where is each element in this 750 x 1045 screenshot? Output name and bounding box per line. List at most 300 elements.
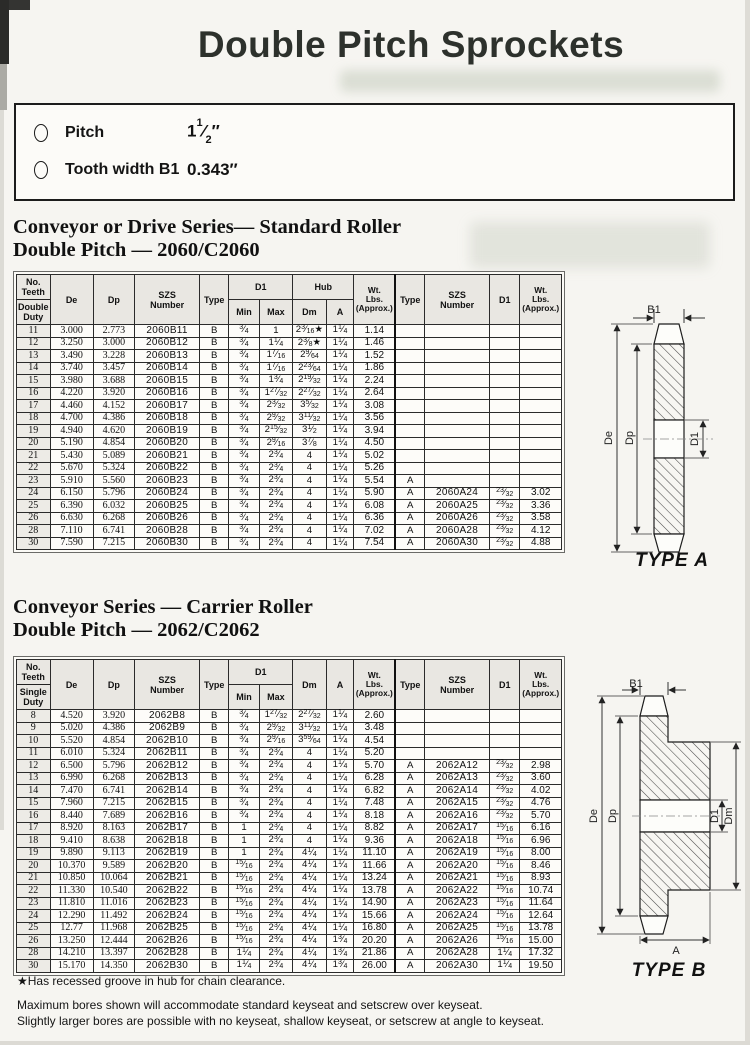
cell: 11.10 [354,847,396,860]
cell: $^3⁄_4$ [229,387,259,400]
cell: $4^1⁄_4$ [293,922,327,935]
cell: B [200,747,229,760]
cell: 3.02 [520,487,562,500]
cell: 2062B19 [135,847,200,860]
cell: B [200,910,229,923]
cell: 16.80 [354,922,396,935]
cell [395,400,424,413]
table-row [17,412,562,425]
cell [490,437,520,450]
cell: 9.410 [50,835,93,848]
cell: $1^1⁄_4$ [326,722,354,735]
table-row [17,512,562,525]
cell: 15 [17,375,51,388]
cell: 14 [17,362,51,375]
cell: 4 [293,822,327,835]
cell [425,722,490,735]
cell: $1^1⁄_4$ [229,947,259,960]
cell: 24 [17,910,51,923]
cell: 6.268 [93,772,135,785]
col-header-d1-group: D1 [229,660,293,685]
cell: 5.20 [354,747,396,760]
cell: 11 [17,325,51,338]
scan-edge-artifact [0,1041,750,1045]
cell: $1^1⁄_4$ [326,810,354,823]
cell: 11.810 [50,897,93,910]
cell: 10.370 [50,860,93,873]
cell: $^{23}⁄_{32}$ [490,760,520,773]
cell: $2^{19}⁄_{32}$ [293,375,327,388]
table-row [17,500,562,513]
cell: 22 [17,462,51,475]
cell [490,387,520,400]
cell: $^{23}⁄_{32}$ [490,512,520,525]
cell: 2060A24 [425,487,490,500]
cell: $^{23}⁄_{32}$ [490,537,520,550]
cell: $^{23}⁄_{32}$ [490,810,520,823]
cell: $1^1⁄_4$ [490,960,520,973]
cell [395,425,424,438]
table-row [17,350,562,363]
cell: 14 [17,785,51,798]
cell: 8.440 [50,810,93,823]
cell: 5.430 [50,450,93,463]
cell: $2^3⁄_4$ [259,935,293,948]
cell: 30 [17,960,51,973]
table-row [17,747,562,760]
cell: 2062A17 [425,822,490,835]
cell: 2062B17 [135,822,200,835]
col-header-hub-group: Hub [293,275,354,300]
cell: 3.56 [354,412,396,425]
cell: A [395,847,424,860]
cell [490,400,520,413]
table-row [17,935,562,948]
cell: 2062B18 [135,835,200,848]
bullet-icon [34,161,48,179]
cell: 2062A13 [425,772,490,785]
cell: 25 [17,500,51,513]
cell: 15.00 [520,935,562,948]
cell [520,747,562,760]
cell: 8.00 [520,847,562,860]
cell: B [200,475,229,488]
cell: $1^{27}⁄_{32}$ [259,710,293,723]
cell: 12 [17,337,51,350]
cell: B [200,400,229,413]
cell [425,375,490,388]
cell: $1^1⁄_4$ [326,337,354,350]
cell: 25 [17,922,51,935]
cell: 2062A19 [425,847,490,860]
cell: $4^1⁄_4$ [293,947,327,960]
table-row [17,462,562,475]
cell: 7.215 [93,537,135,550]
cell: $1^1⁄_4$ [326,512,354,525]
cell: $4^1⁄_4$ [293,872,327,885]
cell [425,462,490,475]
col-header-szs: SZS Number [135,660,200,710]
cell: $4^1⁄_4$ [293,847,327,860]
cell: B [200,935,229,948]
cell: 2062A15 [425,797,490,810]
cell: 2062B16 [135,810,200,823]
cell: B [200,387,229,400]
cell: $1^1⁄_4$ [326,500,354,513]
table-row [17,922,562,935]
cell: B [200,810,229,823]
cell [520,400,562,413]
cell: $2^3⁄_4$ [259,910,293,923]
table-row [17,847,562,860]
cell: $^3⁄_4$ [229,375,259,388]
cell [395,362,424,375]
cell: 13.397 [93,947,135,960]
cell: A [395,512,424,525]
cell: 11.66 [354,860,396,873]
cell: 2060B11 [135,325,200,338]
table-row [17,487,562,500]
cell: 8.638 [93,835,135,848]
cell: 4.02 [520,785,562,798]
cell: $^{15}⁄_{16}$ [490,922,520,935]
cell: 2.773 [93,325,135,338]
cell: 4 [293,512,327,525]
cell: $4^1⁄_4$ [293,885,327,898]
cell: 1 [229,847,259,860]
spec-value: $1^1⁄_2''$ [187,117,220,147]
cell: 18 [17,412,51,425]
cell: $2^3⁄_4$ [259,822,293,835]
cell [425,450,490,463]
cell: A [395,922,424,935]
cell: 2060B12 [135,337,200,350]
table-row [17,885,562,898]
cell: 4 [293,810,327,823]
cell: $^3⁄_4$ [229,537,259,550]
cell: $2^3⁄_4$ [259,500,293,513]
cell: 5.796 [93,487,135,500]
cell: 2062B21 [135,872,200,885]
table-row [17,537,562,550]
cell: $1^1⁄_4$ [326,487,354,500]
cell: $^3⁄_4$ [229,747,259,760]
cell: 2062A20 [425,860,490,873]
cell: 5.670 [50,462,93,475]
cell: 2062B9 [135,722,200,735]
cell [395,412,424,425]
cell [520,735,562,748]
cell: 8 [17,710,51,723]
table-row [17,897,562,910]
cell [425,412,490,425]
cell: $2^3⁄_4$ [259,785,293,798]
dim-label-b1: B1 [647,304,661,316]
cell: 6.36 [354,512,396,525]
cell: 15 [17,797,51,810]
cell: 2062A24 [425,910,490,923]
cell: 2060A28 [425,525,490,538]
cell: 2060A25 [425,500,490,513]
cell: A [395,487,424,500]
dim-label-d1: D1 [689,431,701,447]
cell: $1^1⁄_4$ [326,425,354,438]
cell: 5.796 [93,760,135,773]
cell: B [200,872,229,885]
cell: 1 [259,325,293,338]
cell: $1^1⁄_4$ [326,387,354,400]
col-header-de: De [50,660,93,710]
cell: 2062A26 [425,935,490,948]
cell: 8.82 [354,822,396,835]
table-2062-wrapper [13,656,565,976]
table-row [17,772,562,785]
cell: B [200,375,229,388]
cell: 7.215 [93,797,135,810]
cell: 5.020 [50,722,93,735]
spec-value: 0.343″ [187,160,238,179]
cell: 15.66 [354,910,396,923]
cell: 24 [17,487,51,500]
cell: A [395,760,424,773]
cell [520,337,562,350]
cell: 2062B11 [135,747,200,760]
dim-label-b1: B1 [629,678,643,690]
cell [520,387,562,400]
cell: 2062A22 [425,885,490,898]
page-title: Double Pitch Sprockets [197,24,625,65]
cell: 4.700 [50,412,93,425]
cell [520,722,562,735]
cell: 4.854 [93,735,135,748]
col-header-dm: Dm [293,660,327,710]
table-row [17,785,562,798]
cell: $2^3⁄_4$ [259,487,293,500]
cell: 2062A30 [425,960,490,973]
cell: 7.590 [50,537,93,550]
col-header-dm: Dm [293,300,327,325]
cell: $^{23}⁄_{32}$ [490,772,520,785]
table-row [17,437,562,450]
cell [395,450,424,463]
cell: 3.980 [50,375,93,388]
cell: $^3⁄_4$ [229,772,259,785]
table-row [17,400,562,413]
cell: 7.48 [354,797,396,810]
cell: 17 [17,400,51,413]
col-header-szs: SZS Number [135,275,200,325]
cell: B [200,450,229,463]
table-row [17,710,562,723]
cell: A [395,475,424,488]
cell [520,462,562,475]
cell: 20 [17,437,51,450]
cell: 6.82 [354,785,396,798]
cell: 19 [17,425,51,438]
cell: $1^1⁄_4$ [326,835,354,848]
cell: 21.86 [354,947,396,960]
cell: B [200,425,229,438]
cell: 21 [17,450,51,463]
cell: $2^{23}⁄_{64}$ [293,362,327,375]
cell: 12.64 [520,910,562,923]
cell: 2060B15 [135,375,200,388]
cell: $1^1⁄_4$ [326,747,354,760]
cell: 6.990 [50,772,93,785]
section-heading-line2: Double Pitch — 2060/C2060 [13,239,260,261]
cell [520,475,562,488]
cell: $^3⁄_4$ [229,512,259,525]
cell: $^{15}⁄_{16}$ [490,910,520,923]
cell [395,337,424,350]
cell: $4^1⁄_4$ [293,860,327,873]
cell: $^{15}⁄_{16}$ [490,885,520,898]
cell: $^{15}⁄_{16}$ [490,935,520,948]
cell: 11.968 [93,922,135,935]
cell: $1^1⁄_4$ [326,450,354,463]
cell: $1^1⁄_4$ [326,860,354,873]
cell: 2062A12 [425,760,490,773]
cell [425,337,490,350]
cell: 26 [17,935,51,948]
cell: $2^3⁄_4$ [259,897,293,910]
cell: $2^3⁄_4$ [259,810,293,823]
cell: B [200,722,229,735]
cell: $1^1⁄_4$ [229,960,259,973]
cell: $^{23}⁄_{32}$ [490,785,520,798]
cell [395,437,424,450]
cell: 15.170 [50,960,93,973]
cell: A [395,537,424,550]
cell: 6.390 [50,500,93,513]
cell: 23 [17,897,51,910]
cell: $2^3⁄_4$ [259,760,293,773]
cell: $4^1⁄_4$ [293,897,327,910]
cell: 4.940 [50,425,93,438]
cell: 6.28 [354,772,396,785]
cell: B [200,885,229,898]
cell: 8.920 [50,822,93,835]
cell: $2^3⁄_4$ [259,525,293,538]
cell: 2060A30 [425,537,490,550]
cell [490,375,520,388]
cell: 1 [229,835,259,848]
cell: B [200,785,229,798]
cell: 28 [17,525,51,538]
cell: $1^1⁄_4$ [326,872,354,885]
col-header-type: Type [200,275,229,325]
cell: 3.000 [93,337,135,350]
cell: B [200,922,229,935]
dim-label-dp: Dp [607,808,619,824]
cell: B [200,412,229,425]
cell: 4.50 [354,437,396,450]
cell: $^3⁄_4$ [229,462,259,475]
cell: 6.08 [354,500,396,513]
cell [425,350,490,363]
cell: 26 [17,512,51,525]
cell: 20.20 [354,935,396,948]
cell: $1^3⁄_4$ [259,375,293,388]
cell: $2^{15}⁄_{32}$ [259,425,293,438]
cell: 20 [17,860,51,873]
cell: $2^9⁄_{16}$ [259,735,293,748]
cell: 8.93 [520,872,562,885]
table-row [17,475,562,488]
cell: 5.70 [354,760,396,773]
cell: 3.740 [50,362,93,375]
spec-box [14,103,735,201]
cell: B [200,525,229,538]
cell: 3.60 [520,772,562,785]
cell: 2062B24 [135,910,200,923]
cell: $^3⁄_4$ [229,475,259,488]
cell [490,362,520,375]
cell: 1.86 [354,362,396,375]
cell: $1^1⁄_4$ [326,822,354,835]
cell: 6.010 [50,747,93,760]
cell: 2060B19 [135,425,200,438]
cell: 26.00 [354,960,396,973]
cell: 4.220 [50,387,93,400]
cell: $^3⁄_4$ [229,785,259,798]
cell: 3.000 [50,325,93,338]
col-header-a: A [326,660,354,710]
cell: 10 [17,735,51,748]
cell: 3.36 [520,500,562,513]
type-a-label: TYPE A [635,550,709,571]
cell: A [395,885,424,898]
cell: $^{15}⁄_{16}$ [490,847,520,860]
cell: B [200,537,229,550]
cell: $^3⁄_4$ [229,325,259,338]
cell: 4 [293,487,327,500]
cell: B [200,362,229,375]
table-row [17,947,562,960]
col-header-type2: Type [395,660,424,710]
cell: 2060B22 [135,462,200,475]
cell: B [200,772,229,785]
dim-label-a: A [672,945,680,956]
cell: 6.630 [50,512,93,525]
cell: $2^3⁄_4$ [259,475,293,488]
cell: 11.330 [50,885,93,898]
cell: 8.18 [354,810,396,823]
cell [520,412,562,425]
table-row [17,910,562,923]
cell [520,362,562,375]
cell: $^3⁄_4$ [229,487,259,500]
cell: 2062A18 [425,835,490,848]
cell: 3.688 [93,375,135,388]
cell [490,710,520,723]
cell: 14.350 [93,960,135,973]
cell: 21 [17,872,51,885]
table-row [17,525,562,538]
cell: 5.90 [354,487,396,500]
cell: 6.741 [93,785,135,798]
cell: 5.324 [93,747,135,760]
cell: 17.32 [520,947,562,960]
cell: 6.032 [93,500,135,513]
cell: 7.110 [50,525,93,538]
cell: $1^7⁄_{16}$ [259,362,293,375]
spec-label: Tooth width B1 [65,161,180,178]
cell: $^3⁄_4$ [229,760,259,773]
cell [395,747,424,760]
cell: $^{15}⁄_{16}$ [490,897,520,910]
cell: $1^3⁄_4$ [326,935,354,948]
